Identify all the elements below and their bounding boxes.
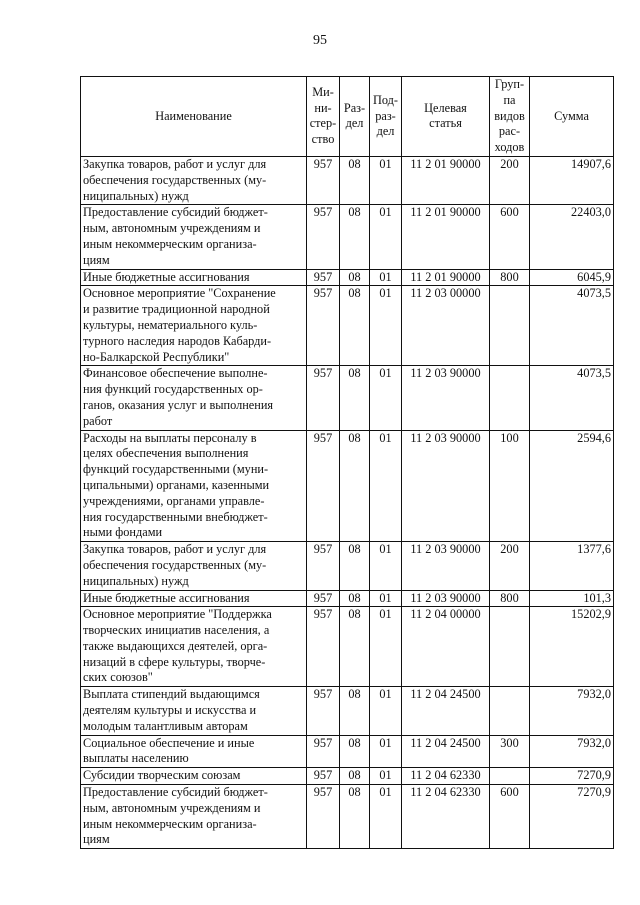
table-row xyxy=(81,735,614,768)
table-header-row xyxy=(81,77,614,157)
row-name-line: Закупка товаров, работ и услуг для xyxy=(83,542,267,557)
row-sum: 101,3 xyxy=(530,590,614,607)
row-ministry: 957 xyxy=(307,205,340,269)
row-ministry: 957 xyxy=(307,687,340,735)
row-name-line: Предоставление субсидий бюджет- xyxy=(83,205,268,220)
row-name xyxy=(81,205,307,269)
row-target: 11 2 04 62330 xyxy=(402,785,490,849)
row-name xyxy=(81,542,307,590)
row-ministry: 957 xyxy=(307,156,340,204)
row-section: 08 xyxy=(340,768,370,785)
row-ministry: 957 xyxy=(307,735,340,768)
table-row xyxy=(81,286,614,366)
table-row xyxy=(81,156,614,204)
row-section: 08 xyxy=(340,735,370,768)
row-ministry: 957 xyxy=(307,607,340,687)
row-name xyxy=(81,785,307,849)
row-name-line: ских союзов" xyxy=(83,670,153,685)
row-subsection: 01 xyxy=(370,687,402,735)
row-name-line: но-Балкарской Республики" xyxy=(83,349,230,364)
row-ministry: 957 xyxy=(307,366,340,430)
row-name-line: циям xyxy=(83,252,110,267)
row-subsection: 01 xyxy=(370,590,402,607)
row-name-line: и развитие традиционной народной xyxy=(83,302,270,317)
row-subsection: 01 xyxy=(370,366,402,430)
row-name-line: Иные бюджетные ассигнования xyxy=(83,269,250,284)
header-subsection: Под- раз- дел xyxy=(370,77,402,157)
row-subsection: 01 xyxy=(370,607,402,687)
row-name-line: Иные бюджетные ассигнования xyxy=(83,590,250,605)
row-target: 11 2 01 90000 xyxy=(402,269,490,286)
row-name-line: циям xyxy=(83,832,110,847)
row-ministry: 957 xyxy=(307,768,340,785)
table-row xyxy=(81,269,614,286)
row-target: 11 2 04 62330 xyxy=(402,768,490,785)
row-group: 600 xyxy=(490,785,530,849)
row-sum: 1377,6 xyxy=(530,542,614,590)
row-target: 11 2 04 00000 xyxy=(402,607,490,687)
row-name-line: также выдающихся деятелей, орга- xyxy=(83,638,268,653)
row-subsection: 01 xyxy=(370,156,402,204)
row-ministry: 957 xyxy=(307,542,340,590)
header-target: Целевая статья xyxy=(402,77,490,157)
row-target: 11 2 04 24500 xyxy=(402,687,490,735)
row-name-line: ганов, оказания услуг и выполнения xyxy=(83,397,274,412)
row-ministry: 957 xyxy=(307,590,340,607)
header-sum: Сумма xyxy=(530,77,614,157)
row-name-line: целях обеспечения выполнения xyxy=(83,446,249,461)
table-row xyxy=(81,205,614,269)
row-group xyxy=(490,687,530,735)
table-row xyxy=(81,542,614,590)
page-number: 95 xyxy=(313,33,327,48)
header-section: Раз- дел xyxy=(340,77,370,157)
row-target: 11 2 01 90000 xyxy=(402,156,490,204)
row-subsection: 01 xyxy=(370,768,402,785)
row-name-line: Выплата стипендий выдающимся xyxy=(83,687,260,702)
row-name-line: ным, автономным учреждениям и xyxy=(83,800,261,815)
row-subsection: 01 xyxy=(370,542,402,590)
row-sum: 22403,0 xyxy=(530,205,614,269)
row-target: 11 2 03 00000 xyxy=(402,286,490,366)
row-name-line: молодым талантливым авторам xyxy=(83,718,248,733)
row-name xyxy=(81,735,307,768)
row-name xyxy=(81,590,307,607)
header-name: Наименование xyxy=(81,77,307,157)
row-sum: 2594,6 xyxy=(530,430,614,542)
row-group: 100 xyxy=(490,430,530,542)
row-group xyxy=(490,768,530,785)
row-name xyxy=(81,687,307,735)
row-name xyxy=(81,430,307,542)
row-subsection: 01 xyxy=(370,785,402,849)
row-name-line: функций государственными (муни- xyxy=(83,462,269,477)
row-group xyxy=(490,366,530,430)
row-name-line: деятелям культуры и искусства и xyxy=(83,703,257,718)
row-sum: 15202,9 xyxy=(530,607,614,687)
row-ministry: 957 xyxy=(307,286,340,366)
row-group: 800 xyxy=(490,269,530,286)
row-name-line: низаций в сфере культуры, творче- xyxy=(83,654,266,669)
row-name-line: обеспечения государственных (му- xyxy=(83,557,267,572)
row-group xyxy=(490,286,530,366)
row-subsection: 01 xyxy=(370,735,402,768)
row-name-line: турного наследия народов Кабарди- xyxy=(83,333,272,348)
table-row xyxy=(81,430,614,542)
row-section: 08 xyxy=(340,205,370,269)
header-ministry: Ми- ни- стер- ство xyxy=(307,77,340,157)
row-name xyxy=(81,269,307,286)
row-name-line: культуры, нематериального куль- xyxy=(83,317,258,332)
row-name xyxy=(81,366,307,430)
table-row xyxy=(81,768,614,785)
row-sum: 4073,5 xyxy=(530,286,614,366)
row-sum: 4073,5 xyxy=(530,366,614,430)
row-name-line: Основное мероприятие "Поддержка xyxy=(83,607,272,622)
row-section: 08 xyxy=(340,430,370,542)
row-name-line: обеспечения государственных (му- xyxy=(83,172,267,187)
row-group xyxy=(490,607,530,687)
table-row xyxy=(81,366,614,430)
row-name-line: Основное мероприятие "Сохранение xyxy=(83,286,276,301)
row-name xyxy=(81,768,307,785)
header-group: Груп- па видов рас- ходов xyxy=(490,77,530,157)
row-section: 08 xyxy=(340,286,370,366)
table-row xyxy=(81,785,614,849)
row-name-line: Социальное обеспечение и иные xyxy=(83,735,255,750)
row-section: 08 xyxy=(340,269,370,286)
row-name-line: учреждениями, органами управле- xyxy=(83,493,265,508)
row-sum: 6045,9 xyxy=(530,269,614,286)
row-name xyxy=(81,156,307,204)
row-target: 11 2 04 24500 xyxy=(402,735,490,768)
row-name xyxy=(81,286,307,366)
row-group: 600 xyxy=(490,205,530,269)
row-group: 300 xyxy=(490,735,530,768)
row-group: 200 xyxy=(490,542,530,590)
row-sum: 7932,0 xyxy=(530,687,614,735)
row-section: 08 xyxy=(340,590,370,607)
row-ministry: 957 xyxy=(307,785,340,849)
row-subsection: 01 xyxy=(370,430,402,542)
row-subsection: 01 xyxy=(370,286,402,366)
row-name-line: Предоставление субсидий бюджет- xyxy=(83,785,268,800)
row-name-line: ния функций государственных ор- xyxy=(83,382,263,397)
row-name-line: творческих инициатив населения, а xyxy=(83,623,270,638)
row-name-line: ниципальных) нужд xyxy=(83,573,189,588)
row-name-line: работ xyxy=(83,413,113,428)
row-section: 08 xyxy=(340,785,370,849)
row-name-line: Финансовое обеспечение выполне- xyxy=(83,366,268,381)
row-target: 11 2 03 90000 xyxy=(402,542,490,590)
row-sum: 14907,6 xyxy=(530,156,614,204)
row-target: 11 2 01 90000 xyxy=(402,205,490,269)
row-subsection: 01 xyxy=(370,205,402,269)
table-row xyxy=(81,687,614,735)
table-row xyxy=(81,590,614,607)
row-name-line: ниципальных) нужд xyxy=(83,188,189,203)
row-name-line: выплаты населению xyxy=(83,751,189,766)
row-group: 800 xyxy=(490,590,530,607)
row-target: 11 2 03 90000 xyxy=(402,430,490,542)
row-name-line: Закупка товаров, работ и услуг для xyxy=(83,156,267,171)
row-name-line: иным некоммерческим организа- xyxy=(83,816,257,831)
row-name-line: ными фондами xyxy=(83,525,163,540)
row-name-line: ния государственными внебюджет- xyxy=(83,509,268,524)
table-row xyxy=(81,607,614,687)
row-section: 08 xyxy=(340,687,370,735)
row-group: 200 xyxy=(490,156,530,204)
row-subsection: 01 xyxy=(370,269,402,286)
row-name-line: Субсидии творческим союзам xyxy=(83,768,241,783)
row-name-line: иным некоммерческим организа- xyxy=(83,236,257,251)
row-ministry: 957 xyxy=(307,269,340,286)
row-sum: 7270,9 xyxy=(530,768,614,785)
row-target: 11 2 03 90000 xyxy=(402,590,490,607)
row-section: 08 xyxy=(340,366,370,430)
row-section: 08 xyxy=(340,542,370,590)
row-ministry: 957 xyxy=(307,430,340,542)
row-name xyxy=(81,607,307,687)
row-name-line: Расходы на выплаты персоналу в xyxy=(83,430,257,445)
row-sum: 7932,0 xyxy=(530,735,614,768)
row-sum: 7270,9 xyxy=(530,785,614,849)
row-target: 11 2 03 90000 xyxy=(402,366,490,430)
budget-table xyxy=(80,76,614,849)
row-section: 08 xyxy=(340,156,370,204)
row-name-line: ципальными) органами, казенными xyxy=(83,477,270,492)
row-section: 08 xyxy=(340,607,370,687)
row-name-line: ным, автономным учреждениям и xyxy=(83,221,261,236)
